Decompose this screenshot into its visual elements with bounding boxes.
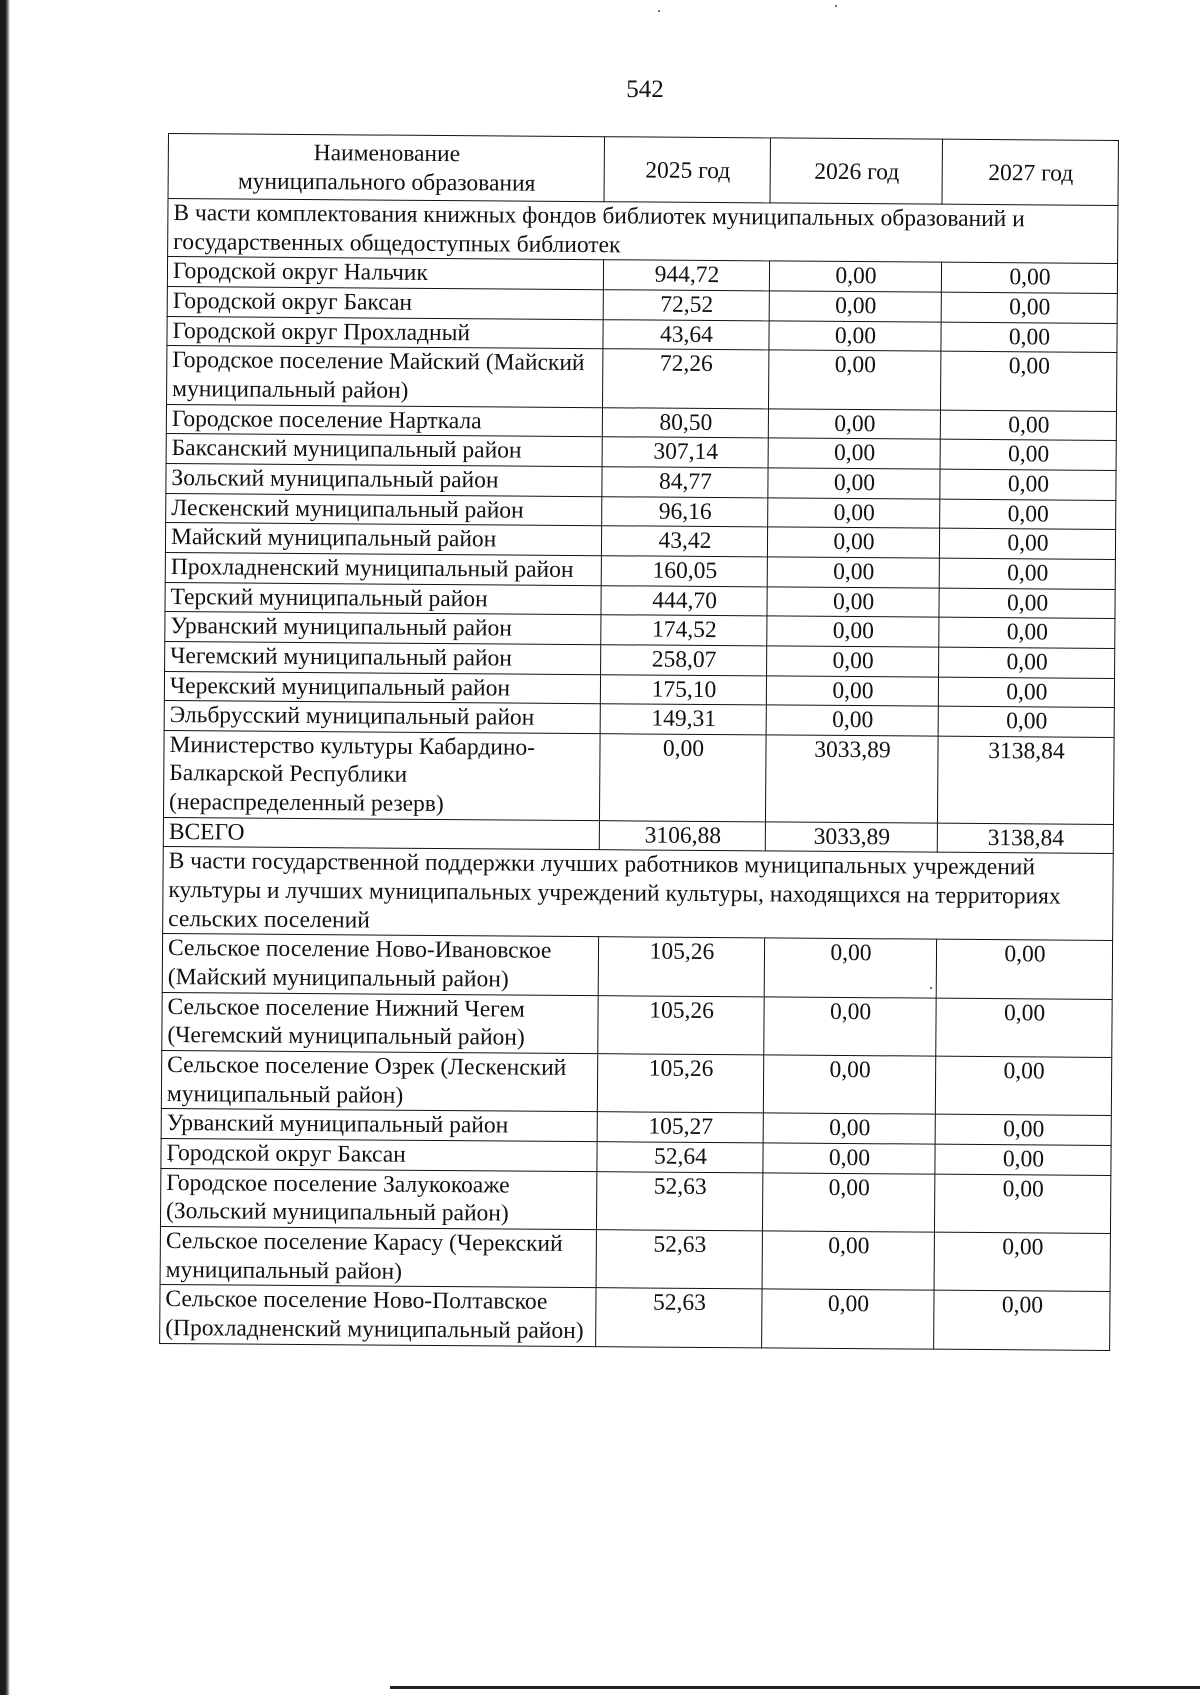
value-2026: 0,00 — [762, 1231, 934, 1291]
value-2026: 0,00 — [769, 291, 941, 322]
value-2025: 52,63 — [596, 1230, 762, 1290]
value-2027: 0,00 — [940, 469, 1116, 500]
municipality-name: Городской округ Прохладный — [167, 316, 603, 349]
allocation-table — [159, 133, 1119, 1351]
municipality-name: Сельское поселение Ново-Ивановское (Майский муниципальный район) — [162, 934, 598, 996]
header-municipality-line2: муниципального образования — [237, 168, 536, 197]
value-2025: 72,26 — [603, 349, 769, 409]
value-2025: 174,52 — [601, 615, 767, 646]
value-2027: 0,00 — [940, 410, 1116, 441]
municipality-name: Городское поселение Залукокоаже (Зольский муниципальный район) — [160, 1168, 596, 1230]
value-2027: 0,00 — [935, 1056, 1111, 1116]
table-row — [161, 1051, 1111, 1116]
value-2027: 0,00 — [934, 1232, 1110, 1292]
value-2027: 0,00 — [940, 439, 1116, 470]
municipality-name: Урванский муниципальный район — [161, 1109, 597, 1142]
municipality-name: Майский муниципальный район — [165, 523, 601, 556]
value-2026: 3033,89 — [765, 822, 937, 853]
value-2025: 149,31 — [600, 704, 766, 735]
scan-speck — [835, 5, 837, 7]
municipality-name: Городской округ Баксан — [167, 286, 603, 319]
value-2027: 0,00 — [939, 617, 1115, 648]
value-2025: 105,27 — [597, 1112, 763, 1143]
value-2027: 0,00 — [939, 558, 1115, 589]
value-2027: 0,00 — [939, 647, 1115, 678]
value-2025: 175,10 — [600, 674, 766, 705]
value-2025: 105,26 — [598, 937, 764, 997]
municipality-name: Зольский муниципальный район — [166, 463, 602, 496]
value-2026: 0,00 — [768, 409, 940, 440]
table-row — [160, 1168, 1110, 1233]
table-row — [162, 934, 1112, 999]
table-row — [160, 1226, 1110, 1291]
value-2027: 0,00 — [934, 1174, 1110, 1234]
value-2027: 0,00 — [938, 706, 1114, 737]
municipality-name: Урванский муниципальный район — [165, 612, 601, 645]
value-2026: 0,00 — [766, 705, 938, 736]
table-header-row — [168, 134, 1118, 206]
value-2027: 3138,84 — [937, 736, 1114, 824]
scan-edge-bottom — [390, 1686, 1200, 1689]
value-2025: 105,26 — [597, 1054, 763, 1114]
value-2025: 80,50 — [602, 407, 768, 438]
value-2026: 0,00 — [762, 1289, 934, 1349]
municipality-name: Сельское поселение Ново-Полтавское (Прохладненский муниципальный район) — [160, 1285, 596, 1347]
value-2027: 0,00 — [934, 1290, 1110, 1350]
header-2027: 2027 год — [942, 139, 1118, 205]
municipality-name: ВСЕГО — [163, 817, 599, 850]
value-2025: 43,42 — [601, 526, 767, 557]
value-2026: 0,00 — [767, 527, 939, 558]
table-row — [163, 730, 1114, 824]
value-2025: 444,70 — [601, 585, 767, 616]
municipality-name: Баксанский муниципальный район — [166, 434, 602, 467]
value-2026: 0,00 — [763, 1113, 935, 1144]
value-2026: 0,00 — [767, 616, 939, 647]
value-2025: 944,72 — [603, 260, 769, 291]
header-2026: 2026 год — [770, 138, 942, 204]
section-header-row — [168, 199, 1118, 264]
value-2026: 0,00 — [769, 261, 941, 292]
value-2027: 0,00 — [941, 262, 1117, 293]
value-2026: 0,00 — [764, 997, 936, 1057]
value-2026: 0,00 — [767, 646, 939, 677]
value-2027: 0,00 — [938, 677, 1114, 708]
section-title: В части государственной поддержки лучших работников муниципальных учреждений культуры и лучших муниципальных учреждений культуры, находящихся на территориях сельских поселений — [163, 847, 1114, 941]
value-2026: 0,00 — [768, 468, 940, 499]
value-2026: 0,00 — [768, 438, 940, 469]
municipality-name: Сельское поселение Карасу (Черекский муниципальный район) — [160, 1226, 596, 1288]
municipality-name: Министерство культуры Кабардино-Балкарской Республики (нераспределенный резерв) — [163, 730, 600, 820]
value-2027: 3138,84 — [937, 823, 1113, 854]
municipality-name: Городской округ Нальчик — [167, 257, 603, 290]
header-municipality-line1: Наименование — [313, 140, 461, 168]
value-2026: 0,00 — [763, 1143, 935, 1174]
value-2027: 0,00 — [939, 588, 1115, 619]
value-2025: 0,00 — [599, 733, 766, 821]
value-2025: 160,05 — [601, 556, 767, 587]
value-2025: 72,52 — [603, 290, 769, 321]
value-2025: 52,64 — [597, 1142, 763, 1173]
value-2025: 105,26 — [598, 995, 764, 1055]
table-row — [160, 1285, 1110, 1350]
scan-speck — [658, 10, 660, 12]
scan-edge-left — [0, 0, 10, 1695]
municipality-name: Прохладненский муниципальный район — [165, 552, 601, 585]
value-2027: 0,00 — [941, 292, 1117, 323]
section-title: В части комплектования книжных фондов библиотек муниципальных образований и государственных общедоступных библиотек — [168, 199, 1118, 264]
header-2025: 2025 год — [604, 137, 770, 203]
value-2027: 0,00 — [940, 351, 1116, 411]
value-2026: 0,00 — [767, 557, 939, 588]
table-row — [167, 346, 1117, 411]
value-2025: 52,63 — [596, 1171, 762, 1231]
section-header-row — [163, 847, 1114, 941]
value-2025: 84,77 — [602, 467, 768, 498]
table-row — [162, 992, 1112, 1057]
value-2025: 258,07 — [601, 645, 767, 676]
value-2027: 0,00 — [939, 528, 1115, 559]
value-2025: 96,16 — [602, 496, 768, 527]
value-2027: 0,00 — [935, 1144, 1111, 1175]
value-2026: 0,00 — [766, 675, 938, 706]
value-2025: 307,14 — [602, 437, 768, 468]
municipality-name: Терский муниципальный район — [165, 582, 601, 615]
municipality-name: Городское поселение Нарткала — [166, 404, 602, 437]
value-2026: 0,00 — [768, 350, 940, 410]
value-2026: 0,00 — [769, 321, 941, 352]
value-2027: 0,00 — [936, 998, 1112, 1058]
municipality-name: Лескенский муниципальный район — [166, 493, 602, 526]
value-2027: 0,00 — [941, 322, 1117, 353]
municipality-name: Эльбрусский муниципальный район — [164, 701, 600, 734]
value-2025: 3106,88 — [599, 820, 765, 851]
value-2027: 0,00 — [940, 499, 1116, 530]
value-2026: 0,00 — [767, 586, 939, 617]
municipality-name: Черекский муниципальный район — [164, 671, 600, 704]
table-body — [160, 199, 1118, 1351]
page-number: 542 — [626, 76, 664, 103]
value-2026: 3033,89 — [765, 735, 938, 823]
value-2025: 52,63 — [596, 1288, 762, 1348]
municipality-name: Сельское поселение Нижний Чегем (Чегемский муниципальный район) — [162, 992, 598, 1054]
value-2025: 43,64 — [603, 319, 769, 350]
municipality-name: Чегемский муниципальный район — [165, 641, 601, 674]
value-2026: 0,00 — [763, 1055, 935, 1115]
municipality-name: Городское поселение Майский (Майский муниципальный район) — [167, 346, 603, 408]
value-2026: 0,00 — [762, 1173, 934, 1233]
value-2026: 0,00 — [764, 938, 936, 998]
value-2026: 0,00 — [768, 497, 940, 528]
value-2027: 0,00 — [935, 1114, 1111, 1145]
municipality-name: Городской округ Баксан — [161, 1138, 597, 1171]
value-2027: 0,00 — [936, 940, 1112, 1000]
municipality-name: Сельское поселение Озрек (Лескенский муниципальный район) — [161, 1051, 597, 1113]
header-municipality — [168, 134, 604, 202]
